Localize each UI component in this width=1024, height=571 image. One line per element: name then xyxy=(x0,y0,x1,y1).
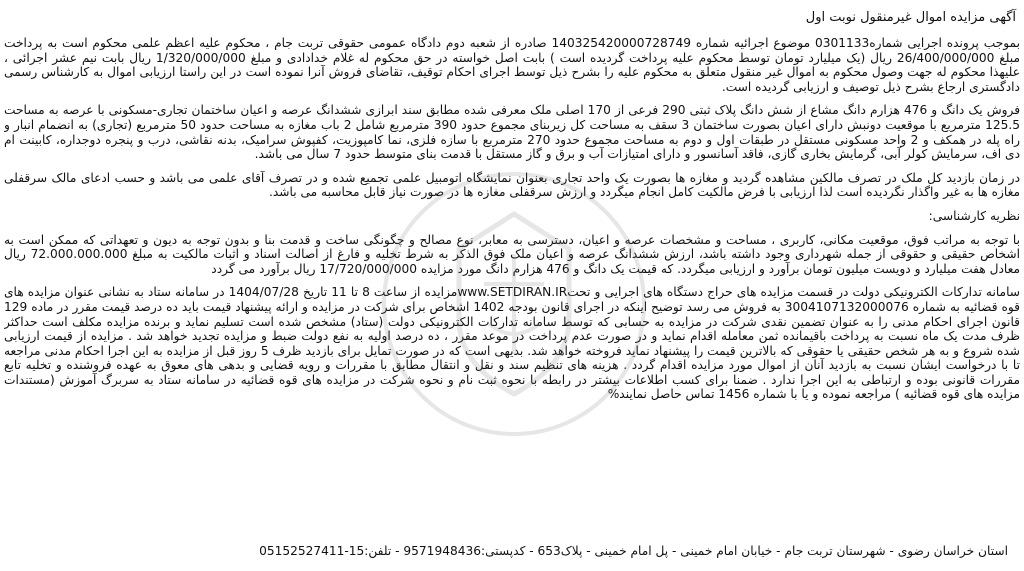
visit-paragraph: در زمان بازدید کل ملک در تصرف مالکین مشاهده گردید و مغازه ها بصورت یک واحد تجاری بعنوان نمایشگاه اتومبیل علمی تجمیع شده و در تصرف آقای علمی می باشد و حسب ادعای مالک سرقفلی مغازه ها به غیر واگذار نگردیده است لذا ارزیابی با فرض مالکیت کامل انجام میگردد و ارزش سرقفلی مغازه ها در صورت نیاز قابل محاسبه می باشد. xyxy=(4,170,1020,200)
expert-heading: نظریه کارشناسی: xyxy=(928,208,1020,223)
expert-paragraph: با توجه به مراتب فوق، موقعیت مکانی، کاربری ، مساحت و مشخصات عرصه و اعیان، دسترسی به معابر، نوع مصالح و چگونگی ساخت و قدمت بنا و بدون توجه به دیون و تعهداتی که ممکن است به اشخاص حقیقی و حقوقی از جمله شهرداری وجود داشته باشد، ارزش ششدانگ عرصه و اعیان ملک فوق الذکر به شرط تخلیه و فارغ از اصالت اسناد و اثبات مالکیت به مبلغ 72.000.000.000 ریال معادل هفت میلیارد و دویست میلیون تومان برآورد و ارزیابی میگردد. که قیمت یک دانگ و 476 هزارم دانگ مورد مزایده 17/720/000/000 ریال برآورد می گردد xyxy=(4,232,1020,276)
notice-page xyxy=(4,4,1020,567)
notice-title: آگهی مزایده اموال غیرمنقول نوبت اول xyxy=(805,10,1016,25)
auction-paragraph: سامانه تدارکات الکترونیکی دولت در قسمت مزایده های حراج دستگاه های اجرایی و تحتwww.SETDIRAN.IRمزایده از ساعت 8 تا 11 تاریخ 1404/07/28 در سامانه ستاد به نشانی عنوان مزایده های قوه قضائیه به شماره 3004107132000076 به فروش می رسد توضیح اینکه در اجرای قانون بودجه 1402 اشخاص برای شرکت در مزایده و ارائه پیشنهاد قیمت باید ده درصد قیمت مقرر در ماده 129 قانون اجرای احکام مدنی را به عنوان تضمین نقدی شرکت در مزایده به حسابی که توسط سامانه تدارکات الکترونیکی دولت (ستاد) مشخص شده است تسلیم نماید و برنده مزایده مکلف است حداکثر ظرف مدت یک ماه نسبت به پرداخت باقیمانده ثمن معامله اقدام نماید و در صورت عدم پرداخت در موعد مقرر ، ده درصد اولیه به نفع دولت ضبط و مزایده تجدید خواهد شد . مزایده از قیمت ارزیابی شده شروع و به هر شخص حقیقی یا حقوقی که بالاترین قیمت را پیشنهاد نماید فروخته خواهد شد. بدیهی است که در صورت تمایل برای بازدید ظرف 5 روز قبل از مزایده به این اجرا احکام مدنی مراجعه تا با درخواست ایشان نسبت به بازدید آنان از اموال مورد مزایده اقدام گردد . هزینه های تنظیم سند و نقل و انتقال مطابق با مقررات و رویه قضایی و بدهی های معوق به عهده فروشنده و تخلیه تابع مقررات قانونی بوده و ارتباطی به این اجرا ندارد . ضمنا برای کسب اطلاعات بیشتر در رابطه با نحوه ثبت نام و نحوه شرکت در مزایده های قوه قضائیه در سامانه ستاد به سربرگ آموزش (مستندات مزایده های قوه قضائیه ) مراجعه نموده و یا با شماره 1456 تماس حاصل نمایند% xyxy=(4,285,1020,402)
contact-line: استان خراسان رضوی - شهرستان تربت جام - خیابان امام خمینی - پل امام خمینی - پلاک653 - کدپستی:9571948436 - تلفن:15-05152527411 xyxy=(259,544,1008,559)
property-paragraph: فروش یک دانگ و 476 هزارم دانگ مشاع از شش دانگ پلاک ثبتی 290 فرعی از 170 اصلی ملک معرفی شده مطابق سند ابرازی ششدانگ عرصه و اعیان ساختمان تجاری-مسکونی با عرصه به مساحت 125.5 مترمربع با موقعیت دونبش دارای اعیان بصورت ساختمان 3 سقف به مساحت کل زیربنای مجموع حدود 390 مترمربع شامل 2 باب مغازه به مساحت حدود 50 مترمربع (تجاری) به انضمام انبار و راه پله در همکف و 2 واحد مسکونی مستقل در طبقات اول و دوم به مساحت مجموع حدود 270 مترمربع با سازه فلزی، نما کامپوزیت، کفپوش سرامیک، بدنه نقاشی، درب و پنجره دوجداره، کابینت ام دی اف، سرمایش کولر آبی، گرمایش بخاری گازی، فاقد آسانسور و دارای امتیازات آب و برق و گاز مستقل با قدمت بنای متوسط حدود 7 سال می باشد. xyxy=(4,103,1020,162)
intro-paragraph: بموجب پرونده اجرایی شماره0301133 موضوع اجرائیه شماره 140325420000728749 صادره از شعبه دوم دادگاه عمومی حقوقی تربت جام ، محکوم علیه اعظم علمی محکوم است به پرداخت مبلغ 26/400/000/000 ریال (یک میلیارد تومان توسط محکوم علیه پرداخت گردیده است ) بابت اصل خواسته در حق محکوم له غلام خدادادی و مبلغ 1/320/000/000 ریال بابت نیم عشر اجرائی ، علیهذا محکوم له جهت وصول محکوم به اموال غیر منقول متعلق به محکوم علیه را بشرح ذیل توسط اجرای احکام توقیف، تقاضای فروش آنرا نموده است در این راستا ارزیابی اموال به کارشناس رسمی دادگستری ارجاع بشرح ذیل توصیف و ارزیابی گردیده است. xyxy=(4,36,1020,94)
